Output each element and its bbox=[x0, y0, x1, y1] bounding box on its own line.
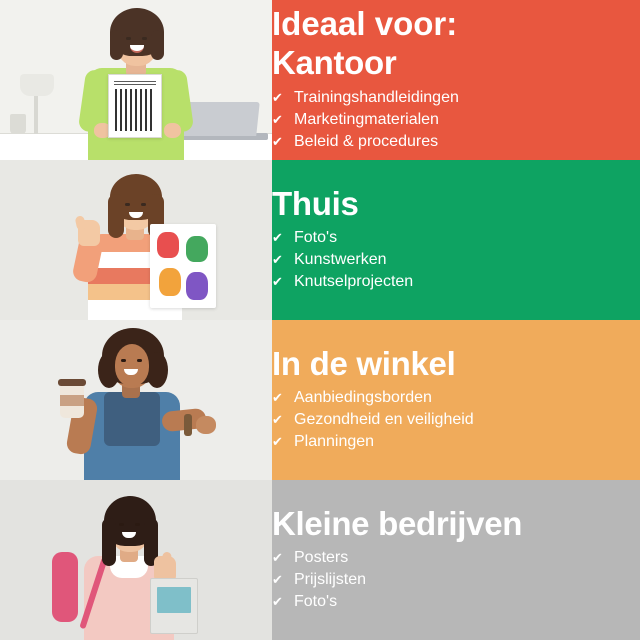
eye-left bbox=[125, 203, 130, 206]
printed-document bbox=[108, 74, 162, 138]
eye-right bbox=[141, 203, 146, 206]
pointing-hand bbox=[196, 416, 216, 434]
handprint bbox=[157, 232, 179, 258]
check-icon: ✔ bbox=[272, 252, 283, 268]
band-store-content bbox=[272, 320, 640, 480]
band-store bbox=[0, 320, 640, 480]
list-item bbox=[272, 409, 640, 431]
band-store-heading: In de winkel bbox=[272, 344, 456, 382]
band-home-heading: Thuis bbox=[272, 184, 359, 222]
list-item bbox=[272, 431, 640, 453]
list-item-label: Aanbiedingsborden bbox=[294, 389, 432, 407]
list-item-label: Prijslijsten bbox=[294, 571, 367, 589]
eye-left bbox=[126, 37, 131, 40]
list-item-label: Kunstwerken bbox=[294, 251, 387, 269]
list-item bbox=[272, 387, 640, 409]
face bbox=[115, 344, 149, 386]
check-icon: ✔ bbox=[272, 572, 283, 588]
photo-fitness-woman bbox=[0, 480, 272, 640]
band-home bbox=[0, 160, 640, 320]
handprint-artwork bbox=[150, 224, 216, 308]
list-item bbox=[272, 271, 640, 293]
hair-side-left bbox=[110, 30, 123, 60]
hand-right bbox=[164, 123, 181, 138]
band-store-list bbox=[272, 387, 640, 453]
handprint bbox=[186, 236, 208, 262]
list-item bbox=[272, 131, 640, 153]
check-icon: ✔ bbox=[272, 390, 283, 406]
tote-bag bbox=[150, 578, 198, 634]
photo-store-woman bbox=[0, 320, 272, 480]
hair-volume bbox=[146, 352, 168, 388]
check-icon: ✔ bbox=[272, 274, 283, 290]
photo-home-girl bbox=[0, 160, 272, 320]
hair-left bbox=[108, 194, 124, 238]
check-icon: ✔ bbox=[272, 434, 283, 450]
apron-bib bbox=[104, 392, 160, 446]
list-item-label: Beleid & procedures bbox=[294, 132, 439, 150]
list-item-label: Planningen bbox=[294, 433, 375, 451]
hair-left bbox=[102, 518, 116, 566]
desk-lamp-shade bbox=[20, 74, 54, 96]
list-item-label: Marketingmaterialen bbox=[294, 110, 439, 128]
list-item-label: Gezondheid en veiligheid bbox=[294, 411, 474, 429]
check-icon: ✔ bbox=[272, 412, 283, 428]
list-item-label: Foto's bbox=[294, 593, 338, 611]
band-office bbox=[0, 0, 640, 160]
coffee-cup-lid bbox=[58, 379, 86, 386]
band-small-business bbox=[0, 480, 640, 640]
band-home-content bbox=[272, 160, 640, 320]
eye-right bbox=[142, 37, 147, 40]
list-item-label: Foto's bbox=[294, 229, 338, 247]
band-office-heading: Kantoor bbox=[272, 43, 397, 81]
document-text-lines bbox=[114, 81, 156, 85]
band-office-content bbox=[272, 0, 640, 160]
pen-cup bbox=[10, 114, 26, 134]
check-icon: ✔ bbox=[272, 550, 283, 566]
list-item-label: Posters bbox=[294, 549, 349, 567]
list-item-label: Knutselprojecten bbox=[294, 273, 414, 291]
eye-left bbox=[119, 523, 124, 526]
band-small-business-list bbox=[272, 547, 640, 613]
check-icon: ✔ bbox=[272, 89, 283, 105]
band-home-list bbox=[272, 227, 640, 293]
band-small-business-content bbox=[272, 480, 640, 640]
page-title: Ideaal voor: bbox=[272, 5, 458, 43]
list-item bbox=[272, 569, 640, 591]
band-small-business-heading: Kleine bedrijven bbox=[272, 504, 523, 542]
handprint bbox=[159, 268, 181, 296]
check-icon: ✔ bbox=[272, 594, 283, 610]
desk-lamp-pole bbox=[34, 92, 38, 134]
photo-office-woman bbox=[0, 0, 272, 160]
list-item-label: Trainingshandleidingen bbox=[294, 88, 459, 106]
list-item bbox=[272, 109, 640, 131]
coffee-cup-sleeve bbox=[60, 395, 84, 406]
list-item bbox=[272, 227, 640, 249]
band-office-list bbox=[272, 87, 640, 153]
check-icon: ✔ bbox=[272, 133, 283, 149]
handprint bbox=[186, 272, 208, 300]
check-icon: ✔ bbox=[272, 111, 283, 127]
eye-right bbox=[137, 359, 142, 362]
list-item bbox=[272, 591, 640, 613]
list-item bbox=[272, 249, 640, 271]
barcode bbox=[115, 89, 155, 131]
list-item bbox=[272, 547, 640, 569]
list-item bbox=[272, 87, 640, 109]
printed-label bbox=[157, 587, 191, 613]
hair-side-right bbox=[151, 30, 164, 60]
check-icon: ✔ bbox=[272, 230, 283, 246]
eye-right bbox=[135, 523, 140, 526]
eye-left bbox=[121, 359, 126, 362]
wristwatch bbox=[184, 414, 192, 436]
